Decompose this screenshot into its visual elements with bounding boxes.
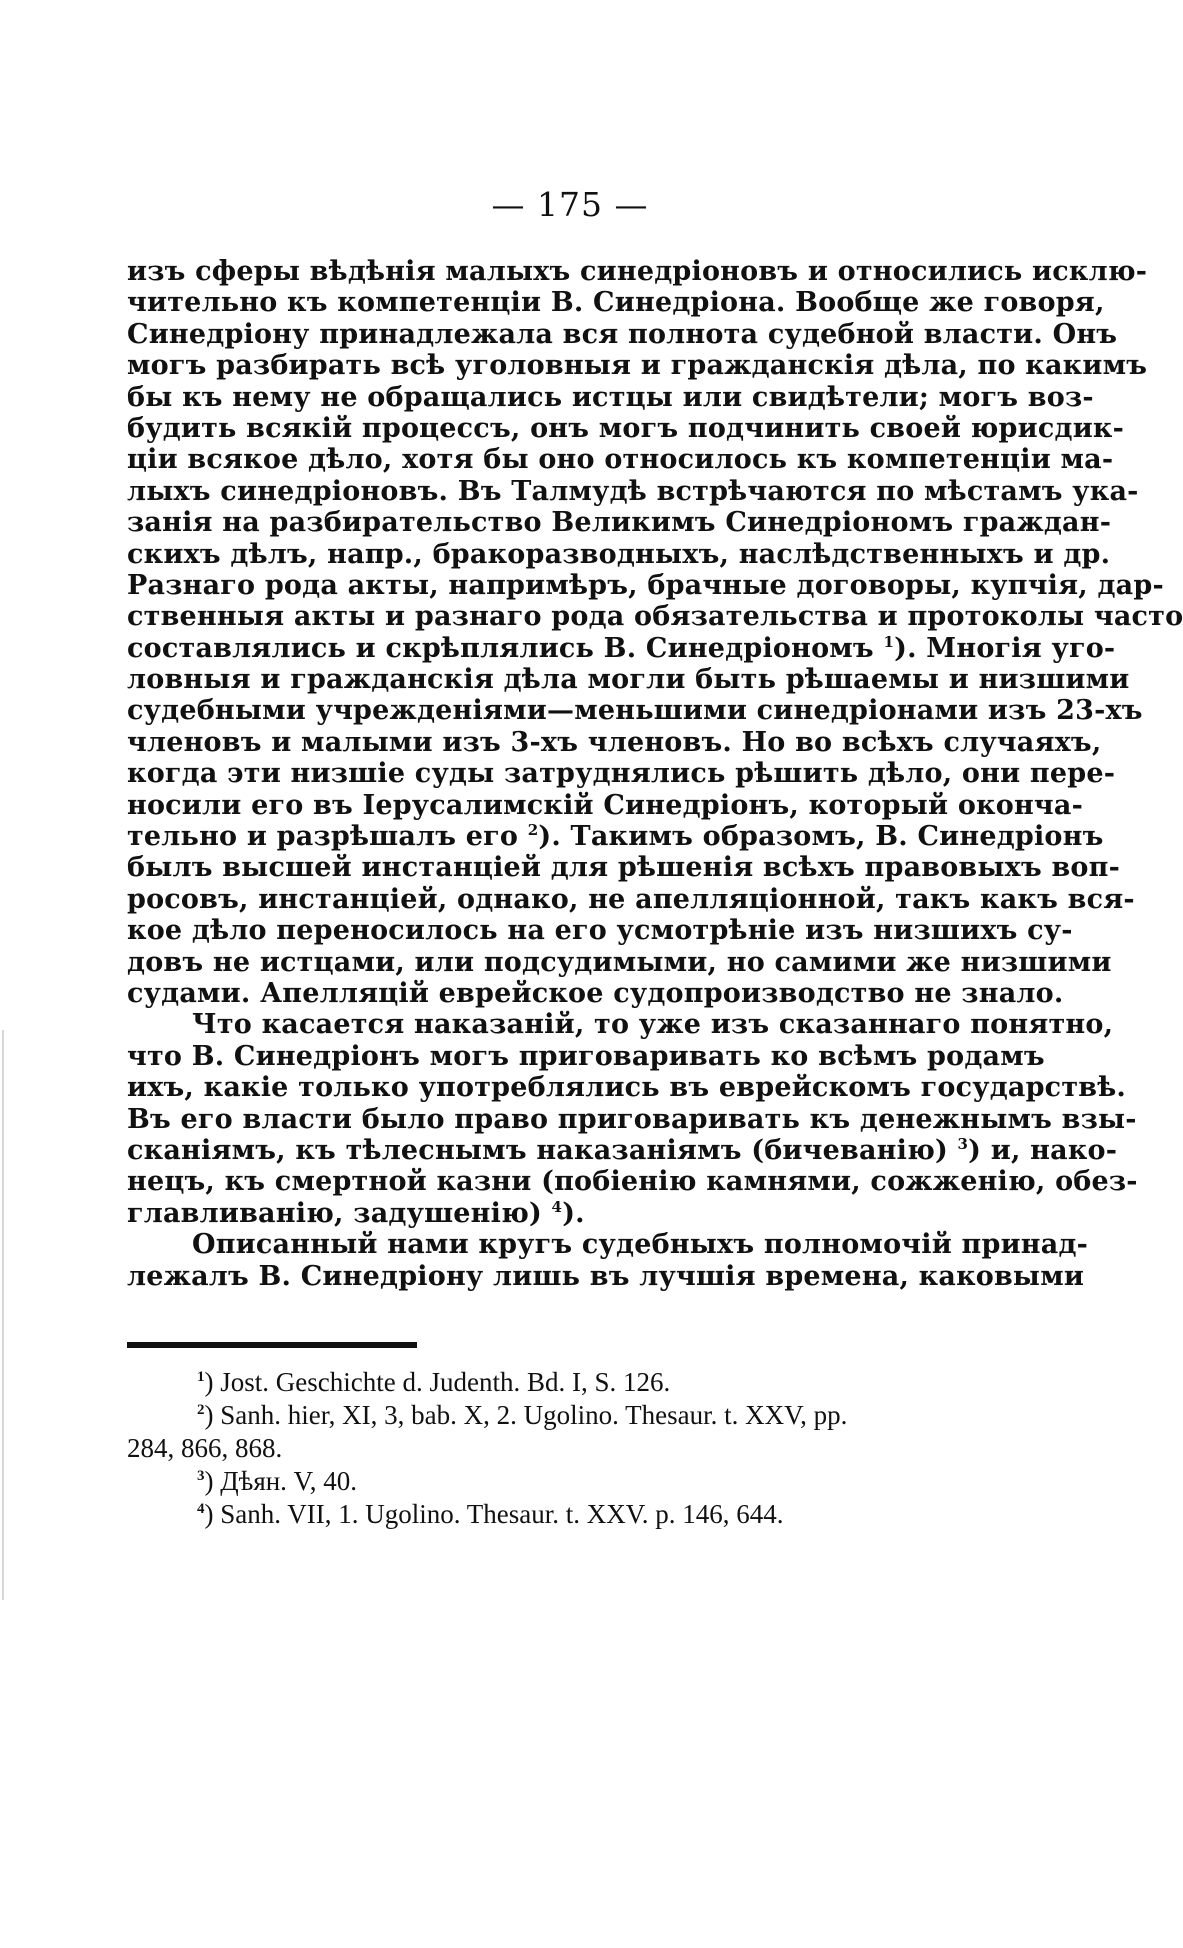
text-line: главливанію, задушенію) $^4$). [127,1197,585,1229]
text-line: нецъ, къ смертной казни (побіенію камнями, сожженію, обез- [127,1166,1138,1198]
text-line: изъ сферы вѣдѣнія малыхъ синедріоновъ и относились исклю- [127,256,1148,287]
text-line: былъ высшей инстанціей для рѣшенія всѣхъ правовыхъ воп- [127,852,1121,884]
footnote-mark: 1 [197,1369,205,1385]
text-line: будить всякій процессъ, онъ могъ подчинить своей юрисдик- [127,412,1125,444]
text-line: ловныя и гражданскія дѣла могли быть рѣшаемы и низшими [127,664,1130,696]
main-text [127,256,1183,1292]
footnote-separator [127,1342,417,1348]
text-line: лежалъ В. Синедріону лишь въ лучшія времена, каковыми [127,1260,1085,1292]
footnote-ref: 4 [551,1197,563,1216]
text-line: судебными учрежденіями—меньшими синедріонами изъ 23-хъ [127,695,1143,727]
footnote-ref: 2 [527,821,539,840]
text-line: тельно и разрѣшалъ его $^2$). Такимъ образомъ, В. Синедріонъ [127,821,1104,853]
text-line: сканіямъ, къ тѣлеснымъ наказаніямъ (бичеванію) $^3$) и, нако- [127,1134,1118,1166]
footnote-mark: 2 [197,1402,205,1418]
text-line: бы къ нему не обращались истцы или свидѣтели; могъ воз- [127,381,1094,413]
text-line: кое дѣло переносилось на его усмотрѣніе изъ низшихъ су- [127,915,1073,947]
footnote [127,1432,1006,1465]
text-line: лыхъ синедріоновъ. Въ Талмудѣ встрѣчаются по мѣстамъ ука- [127,475,1139,507]
text-line: довъ не истцами, или подсудимыми, но самими же низшими [127,946,1112,978]
text-line: Синедріону принадлежала вся полнота судебной власти. Онъ [127,318,1118,350]
text-line: судами. Апелляцій еврейское судопроизводство не знало. [127,977,1064,1009]
text-line: могъ разбирать всѣ уголовныя и гражданскія дѣла, по какимъ [127,350,1148,382]
footnote [127,1399,1006,1432]
text-line: чительно къ компетенціи В. Синедріона. Вообще же говоря, [127,287,1105,319]
text-line: членовъ и малыми изъ 3-хъ членовъ. Но во всѣхъ случаяхъ, [127,726,1102,758]
footnote-ref: 1 [883,632,895,651]
footnote-text: 284, 866, 868. [127,1433,283,1463]
footnote [127,1465,1006,1498]
text-line: ихъ, какіе только употреблялись въ еврейскомъ государствѣ. [127,1072,1126,1104]
text-line: росовъ, инстанціей, однако, не апелляціонной, такъ какъ вся- [127,883,1135,915]
footnote-text: ) Дѣян. V, 40. [204,1466,357,1496]
text-line: Что касается наказаній, то уже изъ сказаннаго понятно, [192,1009,1114,1041]
text-line: составлялись и скрѣплялись В. Синедріономъ $^1$). Многія уго- [127,632,1116,664]
page-number-header: — 175 — [491,185,649,224]
text-line: носили его въ Іерусалимскій Синедріонъ, который оконча- [127,789,1083,821]
scan-edge-mark [2,1030,4,1600]
text-line: ственныя акты и разнаго рода обязательства и протоколы часто [127,601,1183,633]
footnote-mark: 4 [197,1501,205,1517]
footnote-text: ) Sanh. hier, XI, 3, bab. X, 2. Ugolino. Thesaur. t. XXV, pp. [204,1400,848,1430]
text-line: занія на разбирательство Великимъ Синедріономъ граждан- [127,507,1112,539]
text-line: Разнаго рода акты, напримѣръ, брачные договоры, купчія, дар- [127,569,1164,601]
footnote-text: ) Sanh. VII, 1. Ugolino. Thesaur. t. XXV. p. 146, 644. [204,1499,784,1529]
footnote [127,1498,1006,1531]
text-line: ціи всякое дѣло, хотя бы оно относилось къ компетенціи ма- [127,444,1114,476]
footnotes [127,1366,1006,1531]
footnote [127,1366,1006,1399]
text-line: что В. Синедріонъ могъ приговаривать ко всѣмъ родамъ [127,1040,1045,1072]
footnote-text: ) Jost. Geschichte d. Judenth. Bd. I, S. 126. [204,1367,671,1397]
text-line: Въ его власти было право приговаривать къ денежнымъ взы- [127,1103,1137,1135]
footnote-ref: 3 [957,1134,969,1153]
text-line: скихъ дѣлъ, напр., бракоразводныхъ, наслѣдственныхъ и др. [127,538,1111,570]
footnote-mark: 3 [197,1468,205,1484]
text-line: когда эти низшіе суды затруднялись рѣшить дѣло, они пере- [127,758,1116,790]
text-line: Описанный нами кругъ судебныхъ полномочій принад- [192,1229,1089,1261]
